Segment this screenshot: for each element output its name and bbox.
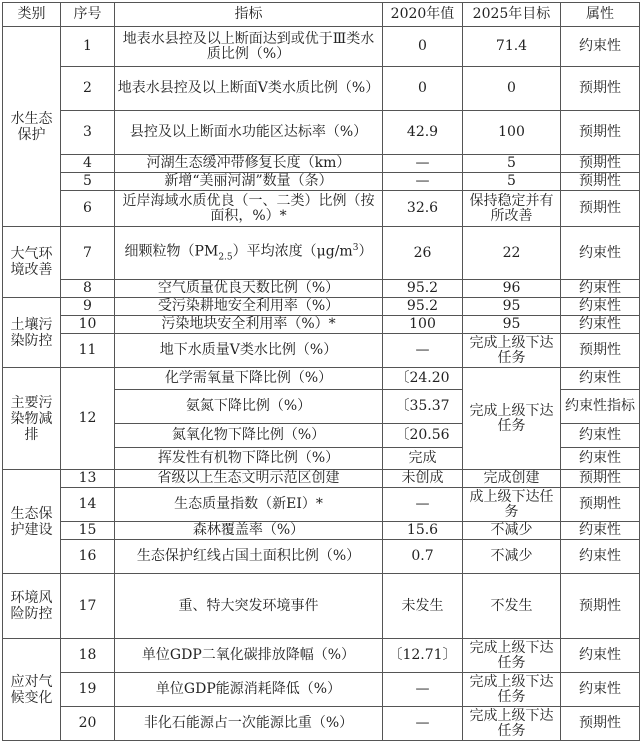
indicator-name: 氨氮下降比例（%） <box>115 390 383 424</box>
target-2025: 5 <box>463 155 561 173</box>
indicator-name: 挥发性有机物下降比例（%） <box>115 448 383 470</box>
row-number: 7 <box>61 227 115 280</box>
row-number: 13 <box>61 470 115 488</box>
table-row <box>3 707 640 741</box>
indicator-name: 氮氧化物下降比例（%） <box>115 424 383 448</box>
indicator-name: 生态保护红线占国土面积比例（%） <box>115 540 383 574</box>
row-number: 2 <box>61 67 115 111</box>
header-indicator: 指标 <box>115 3 383 27</box>
attribute: 预期性 <box>561 173 640 191</box>
indicator-name: 县控及以上断面水功能区达标率（%） <box>115 111 383 155</box>
category-water: 水生态保护 <box>3 27 61 227</box>
value-2020: 0 <box>383 67 463 111</box>
category-air: 大气环境改善 <box>3 227 61 298</box>
table-row <box>3 27 640 67</box>
table-row <box>3 316 640 334</box>
target-2025: 完成上级下达任务 <box>463 673 561 707</box>
value-2020: 〔35.37 <box>383 390 463 424</box>
value-2020: 95.2 <box>383 280 463 298</box>
category-climate: 应对气候变化 <box>3 639 61 741</box>
table-row <box>3 639 640 673</box>
value-2020: — <box>383 673 463 707</box>
row-number: 9 <box>61 298 115 316</box>
target-2025: 完成上级下达任务 <box>463 639 561 673</box>
target-2025: 71.4 <box>463 27 561 67</box>
row-number: 10 <box>61 316 115 334</box>
value-2020: 42.9 <box>383 111 463 155</box>
value-2020: 32.6 <box>383 191 463 227</box>
table-row <box>3 470 640 488</box>
attribute: 约束性 <box>561 639 640 673</box>
attribute: 预期性 <box>561 470 640 488</box>
target-2025: 95 <box>463 298 561 316</box>
table-row <box>3 155 640 173</box>
attribute: 约束性 <box>561 316 640 334</box>
row-number: 19 <box>61 673 115 707</box>
category-eco: 生态保护建设 <box>3 470 61 574</box>
indicator-name: 非化石能源占一次能源比重（%） <box>115 707 383 741</box>
indicator-name: 森林覆盖率（%） <box>115 522 383 540</box>
target-2025: 不减少 <box>463 540 561 574</box>
target-2025: 保持稳定并有所改善 <box>463 191 561 227</box>
attribute: 约束性 <box>561 522 640 540</box>
table-row <box>3 173 640 191</box>
indicator-name: 重、特大突发环境事件 <box>115 574 383 639</box>
attribute: 约束性 <box>561 540 640 574</box>
indicator-name: 新增“美丽河湖”数量（条） <box>115 173 383 191</box>
target-2025: 96 <box>463 280 561 298</box>
target-2025: 完成上级下达任务 <box>463 707 561 741</box>
row-number: 4 <box>61 155 115 173</box>
category-soil: 土壤污染防控 <box>3 298 61 368</box>
indicator-name: 近岸海域水质优良（一、二类）比例（按面积，%）* <box>115 191 383 227</box>
indicator-name: 地表水县控及以上断面达到或优于Ⅲ类水质比例（%） <box>115 27 383 67</box>
attribute: 预期性 <box>561 574 640 639</box>
header-2025: 2025年目标 <box>463 3 561 27</box>
target-2025: 完成上级下达任务 <box>463 368 561 470</box>
indicator-name: 空气质量优良天数比例（%） <box>115 280 383 298</box>
attribute: 预期性 <box>561 191 640 227</box>
attribute: 预期性 <box>561 111 640 155</box>
row-number: 16 <box>61 540 115 574</box>
target-2025: 95 <box>463 316 561 334</box>
target-2025: 成上级下达任务 <box>463 488 561 522</box>
value-2020: 〔24.20 <box>383 368 463 390</box>
row-number: 20 <box>61 707 115 741</box>
indicator-table <box>2 2 640 741</box>
category-pollutant: 主要污染物减排 <box>3 368 61 470</box>
row-number: 8 <box>61 280 115 298</box>
target-2025: 0 <box>463 67 561 111</box>
indicator-name: 生态质量指数（新EI）* <box>115 488 383 522</box>
attribute: 约束性 <box>561 227 640 280</box>
attribute: 预期性 <box>561 67 640 111</box>
table-row <box>3 522 640 540</box>
target-2025: 不减少 <box>463 522 561 540</box>
target-2025: 完成创建 <box>463 470 561 488</box>
table-row <box>3 368 640 390</box>
table-row <box>3 191 640 227</box>
indicator-name: 单位GDP二氧化碳排放降幅（%） <box>115 639 383 673</box>
table-row <box>3 227 640 280</box>
attribute: 预期性 <box>561 155 640 173</box>
value-2020: 26 <box>383 227 463 280</box>
indicator-name: 地表水县控及以上断面V类水质比例（%） <box>115 67 383 111</box>
attribute: 约束性 <box>561 280 640 298</box>
indicator-name: 省级以上生态文明示范区创建 <box>115 470 383 488</box>
row-number: 17 <box>61 574 115 639</box>
attribute: 约束性 <box>561 298 640 316</box>
table-row <box>3 67 640 111</box>
attribute: 约束性 <box>561 368 640 390</box>
row-number: 12 <box>61 368 115 470</box>
value-2020: 未创成 <box>383 470 463 488</box>
value-2020: — <box>383 334 463 368</box>
attribute: 约束性 <box>561 27 640 67</box>
value-2020: 完成 <box>383 448 463 470</box>
value-2020: — <box>383 488 463 522</box>
indicator-name: 单位GDP能源消耗降低（%） <box>115 673 383 707</box>
indicator-name: 受污染耕地安全利用率（%） <box>115 298 383 316</box>
value-2020: 15.6 <box>383 522 463 540</box>
row-number: 14 <box>61 488 115 522</box>
attribute: 约束性 <box>561 673 640 707</box>
table-row <box>3 574 640 639</box>
table-row <box>3 111 640 155</box>
row-number: 1 <box>61 27 115 67</box>
value-2020: 〔20.56 <box>383 424 463 448</box>
table-row <box>3 280 640 298</box>
table-row <box>3 298 640 316</box>
value-2020: 95.2 <box>383 298 463 316</box>
indicator-name: 河湖生态缓冲带修复长度（km） <box>115 155 383 173</box>
table-row <box>3 540 640 574</box>
value-2020: 未发生 <box>383 574 463 639</box>
row-number: 15 <box>61 522 115 540</box>
header-category: 类别 <box>3 3 61 27</box>
table-row <box>3 488 640 522</box>
value-2020: 0 <box>383 27 463 67</box>
value-2020: 0.7 <box>383 540 463 574</box>
target-2025: 22 <box>463 227 561 280</box>
attribute: 约束性 <box>561 448 640 470</box>
header-2020: 2020年值 <box>383 3 463 27</box>
row-number: 5 <box>61 173 115 191</box>
value-2020: — <box>383 173 463 191</box>
target-2025: 不发生 <box>463 574 561 639</box>
indicator-name: 细颗粒物$(PM_{2.5})$平均浓度$(\mu g/m^3)$ <box>115 227 383 280</box>
row-number: 6 <box>61 191 115 227</box>
row-number: 3 <box>61 111 115 155</box>
header-attribute: 属性 <box>561 3 640 27</box>
value-2020: 100 <box>383 316 463 334</box>
value-2020: 〔12.71〕 <box>383 639 463 673</box>
attribute: 预期性 <box>561 488 640 522</box>
indicator-name: 化学需氧量下降比例（%） <box>115 368 383 390</box>
row-number: 18 <box>61 639 115 673</box>
value-2020: — <box>383 155 463 173</box>
target-2025: 完成上级下达任务 <box>463 334 561 368</box>
value-2020: — <box>383 707 463 741</box>
table-row <box>3 334 640 368</box>
category-risk: 环境风险防控 <box>3 574 61 639</box>
indicator-name: 污染地块安全利用率（%）* <box>115 316 383 334</box>
attribute: 约束性指标 <box>561 390 640 424</box>
header-row <box>3 3 640 27</box>
attribute: 预期性 <box>561 334 640 368</box>
attribute: 约束性 <box>561 424 640 448</box>
indicator-name: 地下水质量V类水比例（%） <box>115 334 383 368</box>
header-number: 序号 <box>61 3 115 27</box>
table-row <box>3 673 640 707</box>
target-2025: 100 <box>463 111 561 155</box>
row-number: 11 <box>61 334 115 368</box>
target-2025: 5 <box>463 173 561 191</box>
attribute: 预期性 <box>561 707 640 741</box>
